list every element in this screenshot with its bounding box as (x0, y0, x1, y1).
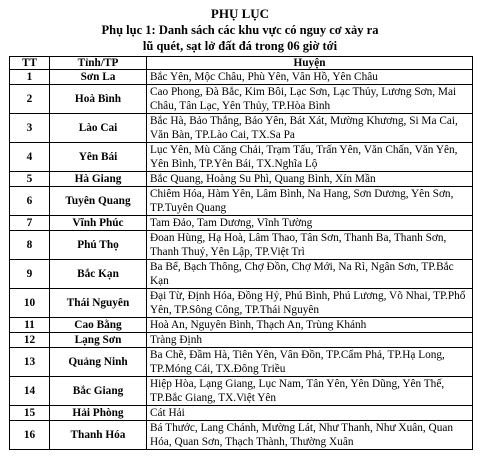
province-name: Sơn La (50, 70, 147, 85)
district-list: Đại Từ, Định Hóa, Đồng Hỷ, Phú Bình, Phú Lương, Võ Nhai, TP.Phổ Yên, TP.Sông Công, TP.Thái Nguyên (147, 289, 473, 318)
row-number: 11 (10, 318, 50, 333)
district-list: Hiệp Hòa, Lạng Giang, Lục Nam, Tân Yên, Yên Dũng, Yên Thế, TP.Bắc Giang, TX.Việt Yên (147, 377, 473, 406)
province-name: Vĩnh Phúc (50, 216, 147, 231)
district-list: Tam Đảo, Tam Dương, Vĩnh Tường (147, 216, 473, 231)
district-list: Cát Hải (147, 406, 473, 421)
district-list: Hoà An, Nguyên Bình, Thạch An, Trùng Khánh (147, 318, 473, 333)
row-number: 16 (10, 421, 50, 450)
province-name: Bắc Kạn (50, 260, 147, 289)
district-list: Ba Bể, Bạch Thông, Chợ Đồn, Chợ Mới, Na Rì, Ngân Sơn, TP.Bắc Kạn (147, 260, 473, 289)
table-row (10, 289, 473, 318)
province-name: Lào Cai (50, 114, 147, 143)
risk-area-table (9, 56, 473, 450)
row-number: 3 (10, 114, 50, 143)
header-province: Tỉnh/TP (50, 57, 147, 70)
district-list: Lục Yên, Mù Căng Chải, Trạm Tấu, Trấn Yên, Văn Chấn, Văn Yên, Yên Bình, TP.Yên Bái, TX.Nghĩa Lộ (147, 143, 473, 172)
table-row (10, 333, 473, 348)
table-row (10, 187, 473, 216)
district-list: Ba Chẽ, Đầm Hà, Tiên Yên, Vân Đồn, TP.Cẩm Phả, TP.Hạ Long, TP.Móng Cái, TX.Đông Triều (147, 348, 473, 377)
province-name: Cao Bằng (50, 318, 147, 333)
province-name: Tuyên Quang (50, 187, 147, 216)
province-name: Bắc Giang (50, 377, 147, 406)
district-list: Cao Phong, Đà Bắc, Kim Bôi, Lạc Sơn, Lạc Thủy, Lương Sơn, Mai Châu, Tân Lạc, Yên Thủy, TP.Hòa Bình (147, 85, 473, 114)
table-row (10, 318, 473, 333)
table-row (10, 260, 473, 289)
table-row (10, 172, 473, 187)
district-list: Đoan Hùng, Hạ Hoà, Lâm Thao, Tân Sơn, Thanh Ba, Thanh Sơn, Thanh Thuỷ, Yên Lập, TP.Việt Trì (147, 231, 473, 260)
table-row (10, 231, 473, 260)
header-tt: TT (10, 57, 50, 70)
row-number: 2 (10, 85, 50, 114)
district-list: Bắc Hà, Bảo Thắng, Bảo Yên, Bát Xát, Mường Khương, Si Ma Cai, Văn Bàn, TP.Lào Cai, TX.Sa Pa (147, 114, 473, 143)
table-row (10, 406, 473, 421)
district-list: Chiêm Hóa, Hàm Yên, Lâm Bình, Na Hang, Sơn Dương, Yên Sơn, TP.Tuyên Quang (147, 187, 473, 216)
row-number: 14 (10, 377, 50, 406)
row-number: 7 (10, 216, 50, 231)
province-name: Hoà Bình (50, 85, 147, 114)
table-row (10, 216, 473, 231)
table-row (10, 114, 473, 143)
table-row (10, 85, 473, 114)
document-title: PHỤ LỤC (210, 6, 270, 21)
table-row (10, 421, 473, 450)
province-name: Hà Giang (50, 172, 147, 187)
table-row (10, 70, 473, 85)
row-number: 15 (10, 406, 50, 421)
table-body (10, 70, 473, 450)
district-list: Bắc Yên, Mộc Châu, Phù Yên, Vân Hồ, Yên Châu (147, 70, 473, 85)
row-number: 5 (10, 172, 50, 187)
row-number: 12 (10, 333, 50, 348)
title-block (0, 0, 480, 54)
row-number: 9 (10, 260, 50, 289)
table-row (10, 348, 473, 377)
table-row (10, 377, 473, 406)
row-number: 8 (10, 231, 50, 260)
province-name: Yên Bái (50, 143, 147, 172)
table-row (10, 143, 473, 172)
row-number: 10 (10, 289, 50, 318)
province-name: Hải Phòng (50, 406, 147, 421)
district-list: Bá Thước, Lang Chánh, Mường Lát, Như Thanh, Như Xuân, Quan Hóa, Quan Sơn, Thạch Thành, Thường Xuân (147, 421, 473, 450)
district-list: Bắc Quang, Hoàng Su Phì, Quang Bình, Xín Mần (147, 172, 473, 187)
province-name: Phú Thọ (50, 231, 147, 260)
province-name: Quảng Ninh (50, 348, 147, 377)
province-name: Thanh Hóa (50, 421, 147, 450)
row-number: 1 (10, 70, 50, 85)
table-header-row (10, 57, 473, 70)
district-list: Tràng Định (147, 333, 473, 348)
row-number: 4 (10, 143, 50, 172)
row-number: 6 (10, 187, 50, 216)
province-name: Thái Nguyên (50, 289, 147, 318)
appendix-subtitle-line1: Phụ lục 1: Danh sách các khu vực có nguy cơ xảy ra (101, 23, 379, 37)
header-district: Huyện (147, 57, 473, 70)
province-name: Lạng Sơn (50, 333, 147, 348)
appendix-subtitle-line2: lũ quét, sạt lở đất đá trong 06 giờ tới (142, 39, 338, 53)
row-number: 13 (10, 348, 50, 377)
